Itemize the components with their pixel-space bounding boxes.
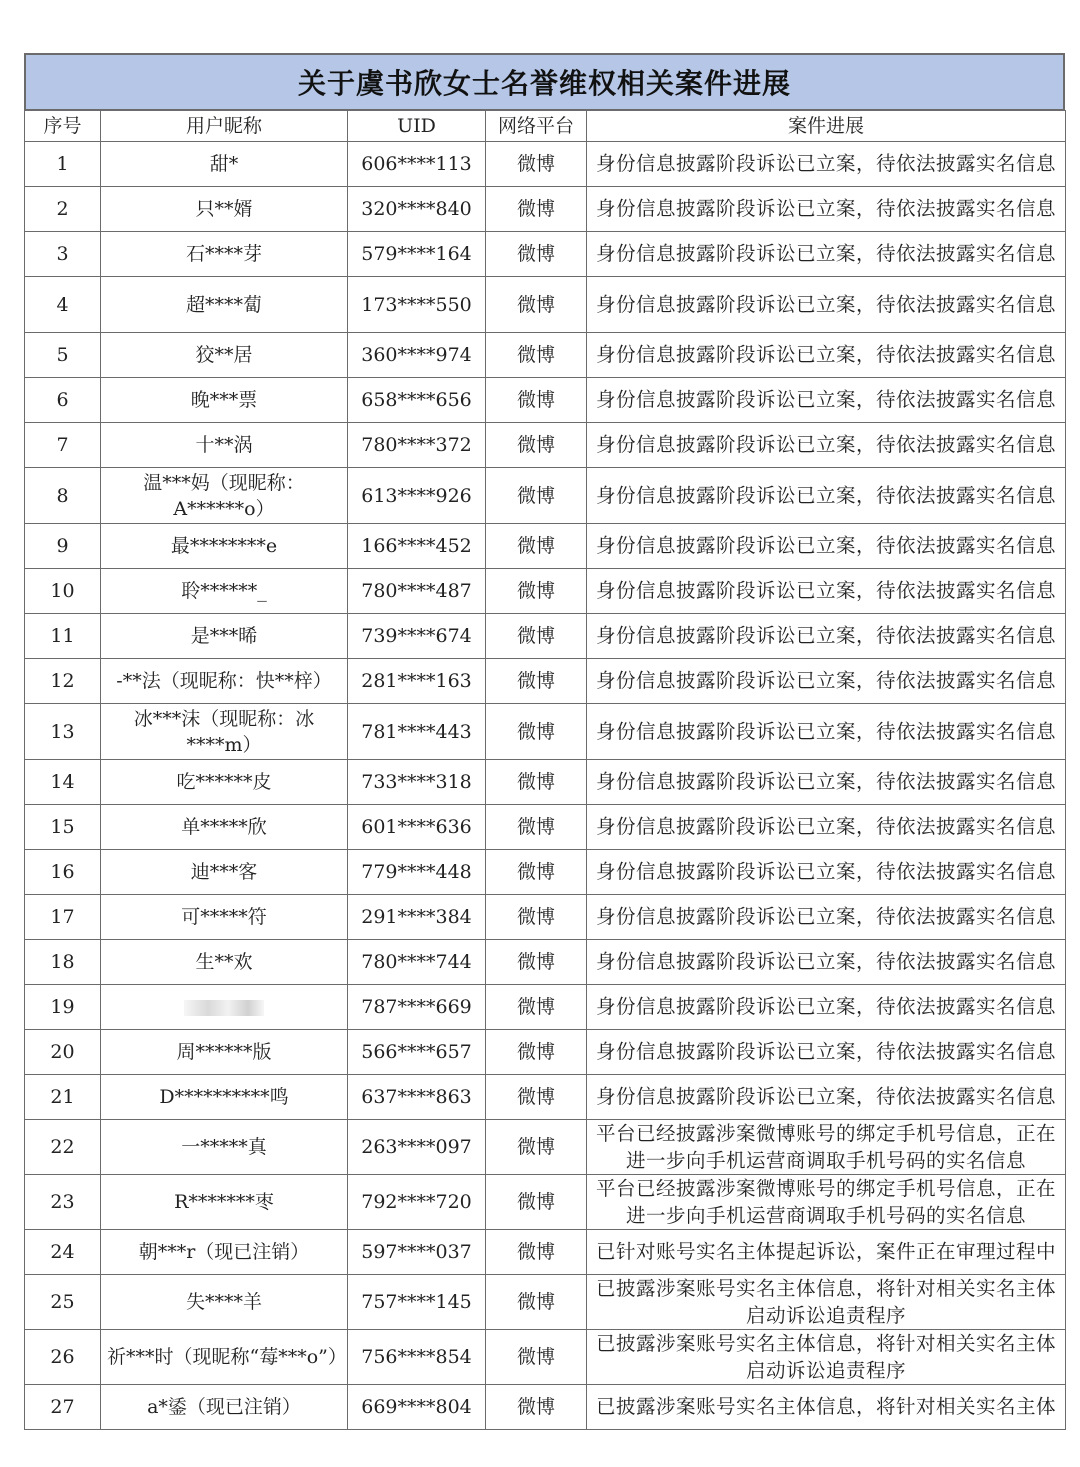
- cell-progress: 身份信息披露阶段诉讼已立案，待依法披露实名信息: [587, 333, 1066, 378]
- cell-index: 15: [25, 805, 101, 850]
- cell-platform: 微博: [486, 277, 587, 333]
- cell-platform: 微博: [486, 895, 587, 940]
- cell-progress: 身份信息披露阶段诉讼已立案，待依法披露实名信息: [587, 468, 1066, 524]
- cell-index: 19: [25, 985, 101, 1030]
- table-row: [25, 614, 1066, 659]
- table-row: [25, 1385, 1066, 1430]
- cell-index: 4: [25, 277, 101, 333]
- cell-nickname: 只**婿: [101, 187, 348, 232]
- cell-progress: 身份信息披露阶段诉讼已立案，待依法披露实名信息: [587, 524, 1066, 569]
- cell-platform: 微博: [486, 524, 587, 569]
- table-row: [25, 468, 1066, 524]
- cell-platform: 微博: [486, 1275, 587, 1330]
- case-table: [24, 110, 1066, 1430]
- table-row: [25, 1330, 1066, 1385]
- cell-platform: 微博: [486, 940, 587, 985]
- cell-index: 22: [25, 1120, 101, 1175]
- cell-platform: 微博: [486, 1030, 587, 1075]
- cell-uid: 787****669: [348, 985, 486, 1030]
- cell-platform: 微博: [486, 187, 587, 232]
- cell-progress: 身份信息披露阶段诉讼已立案，待依法披露实名信息: [587, 805, 1066, 850]
- redacted-nickname: [184, 1000, 264, 1016]
- cell-progress: 身份信息披露阶段诉讼已立案，待依法披露实名信息: [587, 760, 1066, 805]
- document-title: 关于虞书欣女士名誉维权相关案件进展: [24, 53, 1065, 110]
- cell-nickname: 是***晞: [101, 614, 348, 659]
- cell-progress: 已披露涉案账号实名主体信息，将针对相关实名主体启动诉讼追责程序: [587, 1275, 1066, 1330]
- cell-platform: 微博: [486, 142, 587, 187]
- cell-index: 1: [25, 142, 101, 187]
- table-header-row: [25, 111, 1066, 142]
- cell-progress: 已披露涉案账号实名主体信息，将针对相关实名主体启动诉讼追责程序: [587, 1330, 1066, 1385]
- cell-index: 26: [25, 1330, 101, 1385]
- table-row: [25, 423, 1066, 468]
- table-row: [25, 569, 1066, 614]
- cell-index: 16: [25, 850, 101, 895]
- cell-uid: 263****097: [348, 1120, 486, 1175]
- cell-uid: 780****487: [348, 569, 486, 614]
- cell-index: 11: [25, 614, 101, 659]
- cell-progress: 身份信息披露阶段诉讼已立案，待依法披露实名信息: [587, 187, 1066, 232]
- cell-nickname: 甜*: [101, 142, 348, 187]
- cell-nickname: R*******枣: [101, 1175, 348, 1230]
- cell-index: 2: [25, 187, 101, 232]
- cell-progress: 身份信息披露阶段诉讼已立案，待依法披露实名信息: [587, 1030, 1066, 1075]
- cell-platform: 微博: [486, 1330, 587, 1385]
- cell-progress: 已针对账号实名主体提起诉讼，案件正在审理过程中: [587, 1230, 1066, 1275]
- cell-nickname: [101, 985, 348, 1030]
- cell-progress: 身份信息披露阶段诉讼已立案，待依法披露实名信息: [587, 569, 1066, 614]
- cell-uid: 757****145: [348, 1275, 486, 1330]
- cell-index: 23: [25, 1175, 101, 1230]
- header-nickname: 用户昵称: [101, 111, 348, 142]
- table-row: [25, 277, 1066, 333]
- cell-platform: 微博: [486, 1175, 587, 1230]
- cell-index: 24: [25, 1230, 101, 1275]
- table-row: [25, 524, 1066, 569]
- cell-nickname: 失****羊: [101, 1275, 348, 1330]
- cell-uid: 733****318: [348, 760, 486, 805]
- cell-nickname: a*鋈（现已注销）: [101, 1385, 348, 1430]
- cell-index: 6: [25, 378, 101, 423]
- cell-nickname: 迪***客: [101, 850, 348, 895]
- cell-index: 25: [25, 1275, 101, 1330]
- cell-nickname: 晚***票: [101, 378, 348, 423]
- table-row: [25, 1120, 1066, 1175]
- cell-nickname: -**法（现昵称：快**梓）: [101, 659, 348, 704]
- cell-platform: 微博: [486, 704, 587, 760]
- table-row: [25, 659, 1066, 704]
- cell-index: 12: [25, 659, 101, 704]
- cell-index: 20: [25, 1030, 101, 1075]
- cell-platform: 微博: [486, 985, 587, 1030]
- cell-progress: 身份信息披露阶段诉讼已立案，待依法披露实名信息: [587, 704, 1066, 760]
- cell-nickname: 可*****符: [101, 895, 348, 940]
- cell-uid: 320****840: [348, 187, 486, 232]
- cell-nickname: 祈***时（现昵称“莓***o”）: [101, 1330, 348, 1385]
- table-row: [25, 895, 1066, 940]
- cell-uid: 780****744: [348, 940, 486, 985]
- cell-nickname: 最********e: [101, 524, 348, 569]
- cell-index: 9: [25, 524, 101, 569]
- cell-nickname: 生**欢: [101, 940, 348, 985]
- cell-uid: 601****636: [348, 805, 486, 850]
- cell-progress: 身份信息披露阶段诉讼已立案，待依法披露实名信息: [587, 142, 1066, 187]
- header-uid: UID: [348, 111, 486, 142]
- cell-progress: 身份信息披露阶段诉讼已立案，待依法披露实名信息: [587, 614, 1066, 659]
- cell-platform: 微博: [486, 468, 587, 524]
- cell-uid: 756****854: [348, 1330, 486, 1385]
- table-row: [25, 1175, 1066, 1230]
- cell-nickname: 周******版: [101, 1030, 348, 1075]
- cell-index: 13: [25, 704, 101, 760]
- cell-platform: 微博: [486, 805, 587, 850]
- cell-uid: 281****163: [348, 659, 486, 704]
- cell-progress: 身份信息披露阶段诉讼已立案，待依法披露实名信息: [587, 895, 1066, 940]
- table-row: [25, 1030, 1066, 1075]
- cell-platform: 微博: [486, 232, 587, 277]
- cell-progress: 已披露涉案账号实名主体信息，将针对相关实名主体: [587, 1385, 1066, 1430]
- cell-index: 5: [25, 333, 101, 378]
- cell-platform: 微博: [486, 1385, 587, 1430]
- table-row: [25, 940, 1066, 985]
- cell-progress: 身份信息披露阶段诉讼已立案，待依法披露实名信息: [587, 850, 1066, 895]
- cell-nickname: D**********鸣: [101, 1075, 348, 1120]
- cell-uid: 669****804: [348, 1385, 486, 1430]
- table-row: [25, 232, 1066, 277]
- cell-platform: 微博: [486, 659, 587, 704]
- cell-platform: 微博: [486, 378, 587, 423]
- cell-uid: 166****452: [348, 524, 486, 569]
- cell-uid: 637****863: [348, 1075, 486, 1120]
- cell-index: 10: [25, 569, 101, 614]
- cell-uid: 792****720: [348, 1175, 486, 1230]
- table-row: [25, 378, 1066, 423]
- cell-index: 27: [25, 1385, 101, 1430]
- cell-index: 21: [25, 1075, 101, 1120]
- cell-uid: 291****384: [348, 895, 486, 940]
- table-row: [25, 187, 1066, 232]
- table-row: [25, 760, 1066, 805]
- cell-nickname: 十**涡: [101, 423, 348, 468]
- cell-uid: 739****674: [348, 614, 486, 659]
- header-index: 序号: [25, 111, 101, 142]
- table-row: [25, 704, 1066, 760]
- cell-uid: 566****657: [348, 1030, 486, 1075]
- cell-nickname: 聆******_: [101, 569, 348, 614]
- cell-progress: 身份信息披露阶段诉讼已立案，待依法披露实名信息: [587, 423, 1066, 468]
- cell-progress: 身份信息披露阶段诉讼已立案，待依法披露实名信息: [587, 277, 1066, 333]
- cell-nickname: 超****蔔: [101, 277, 348, 333]
- table-row: [25, 1075, 1066, 1120]
- header-progress: 案件进展: [587, 111, 1066, 142]
- table-row: [25, 985, 1066, 1030]
- cell-platform: 微博: [486, 423, 587, 468]
- cell-progress: 身份信息披露阶段诉讼已立案，待依法披露实名信息: [587, 985, 1066, 1030]
- cell-uid: 360****974: [348, 333, 486, 378]
- cell-progress: 身份信息披露阶段诉讼已立案，待依法披露实名信息: [587, 659, 1066, 704]
- cell-platform: 微博: [486, 569, 587, 614]
- cell-progress: 平台已经披露涉案微博账号的绑定手机号信息，正在进一步向手机运营商调取手机号码的实名信息: [587, 1175, 1066, 1230]
- cell-nickname: 狡**居: [101, 333, 348, 378]
- cell-nickname: 温***妈（现昵称：A******o）: [101, 468, 348, 524]
- table-row: [25, 805, 1066, 850]
- cell-uid: 579****164: [348, 232, 486, 277]
- header-platform: 网络平台: [486, 111, 587, 142]
- cell-nickname: 吃******皮: [101, 760, 348, 805]
- cell-nickname: 石****芽: [101, 232, 348, 277]
- cell-progress: 身份信息披露阶段诉讼已立案，待依法披露实名信息: [587, 232, 1066, 277]
- cell-index: 3: [25, 232, 101, 277]
- cell-uid: 780****372: [348, 423, 486, 468]
- cell-index: 14: [25, 760, 101, 805]
- cell-index: 18: [25, 940, 101, 985]
- cell-index: 8: [25, 468, 101, 524]
- cell-index: 17: [25, 895, 101, 940]
- case-progress-sheet: [24, 53, 1065, 1430]
- cell-progress: 身份信息披露阶段诉讼已立案，待依法披露实名信息: [587, 940, 1066, 985]
- cell-platform: 微博: [486, 1075, 587, 1120]
- cell-platform: 微博: [486, 760, 587, 805]
- cell-uid: 606****113: [348, 142, 486, 187]
- cell-progress: 身份信息披露阶段诉讼已立案，待依法披露实名信息: [587, 378, 1066, 423]
- cell-platform: 微博: [486, 1120, 587, 1175]
- cell-platform: 微博: [486, 1230, 587, 1275]
- table-body: [25, 142, 1066, 1430]
- cell-nickname: 一*****真: [101, 1120, 348, 1175]
- cell-uid: 781****443: [348, 704, 486, 760]
- cell-platform: 微博: [486, 850, 587, 895]
- cell-platform: 微博: [486, 333, 587, 378]
- table-row: [25, 850, 1066, 895]
- table-row: [25, 1230, 1066, 1275]
- cell-progress: 平台已经披露涉案微博账号的绑定手机号信息，正在进一步向手机运营商调取手机号码的实名信息: [587, 1120, 1066, 1175]
- cell-nickname: 单*****欣: [101, 805, 348, 850]
- table-row: [25, 333, 1066, 378]
- cell-platform: 微博: [486, 614, 587, 659]
- cell-index: 7: [25, 423, 101, 468]
- table-row: [25, 1275, 1066, 1330]
- cell-nickname: 朝***r（现已注销）: [101, 1230, 348, 1275]
- cell-uid: 173****550: [348, 277, 486, 333]
- cell-uid: 658****656: [348, 378, 486, 423]
- cell-nickname: 冰***沫（现昵称：冰****m）: [101, 704, 348, 760]
- table-row: [25, 142, 1066, 187]
- cell-uid: 613****926: [348, 468, 486, 524]
- cell-uid: 597****037: [348, 1230, 486, 1275]
- cell-progress: 身份信息披露阶段诉讼已立案，待依法披露实名信息: [587, 1075, 1066, 1120]
- cell-uid: 779****448: [348, 850, 486, 895]
